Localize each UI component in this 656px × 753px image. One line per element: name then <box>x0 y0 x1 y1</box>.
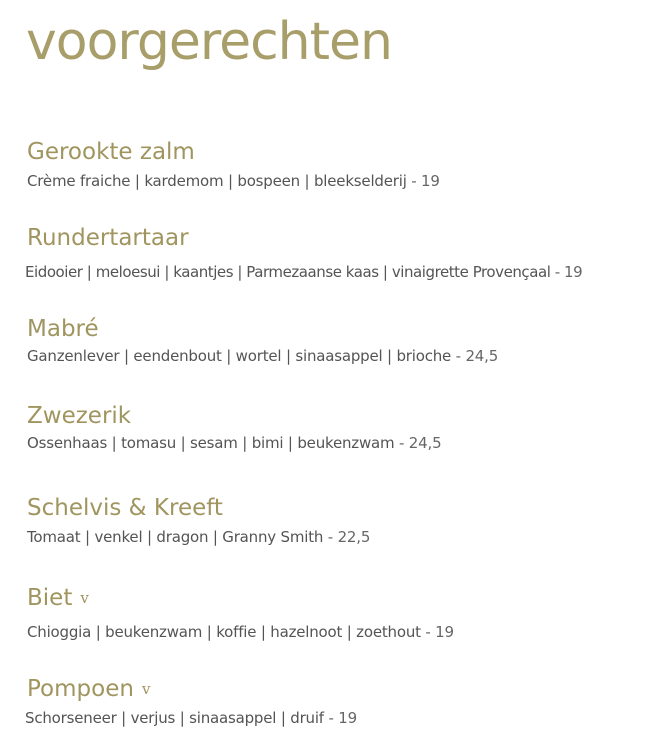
dish-description-text: Tomaat | venkel | dragon | Granny Smith <box>27 528 328 546</box>
dish-description-text: Crème fraiche | kardemom | bospeen | bleekselderij <box>27 172 407 190</box>
dish-price: - 19 <box>411 172 440 190</box>
dish-name <box>27 224 189 252</box>
dish-name <box>27 494 223 522</box>
vegetarian-icon: v <box>141 680 151 698</box>
dish-price: - 19 <box>425 623 454 641</box>
dish-description <box>27 346 498 366</box>
dish-description <box>27 171 440 191</box>
dish-price: - 24,5 <box>455 347 499 365</box>
dish-name <box>27 315 99 343</box>
dish-name-text: Pompoen <box>27 676 134 702</box>
dish-description-text: Eidooier | meloesui | kaantjes | Parmezaanse kaas | vinaigrette Provençaal <box>25 263 551 281</box>
dish-description <box>27 527 370 547</box>
dish-name-text: Mabré <box>27 316 99 342</box>
dish-price: - 19 <box>554 263 583 281</box>
dish-description <box>25 708 357 728</box>
dish-description-text: Schorseneer | verjus | sinaasappel | druif <box>25 709 324 727</box>
dish-price: - 22,5 <box>327 528 371 546</box>
dish-name-text: Gerookte zalm <box>27 139 195 165</box>
vegetarian-icon: v <box>80 589 89 607</box>
dish-price: - 24,5 <box>399 434 442 452</box>
dish-description-text: Chioggia | beukenzwam | koffie | hazelnoot | zoethout <box>27 623 421 641</box>
dish-name-text: Zwezerik <box>27 403 132 429</box>
dish-description <box>27 622 454 642</box>
dish-description-text: Ganzenlever | eendenbout | wortel | sinaasappel | brioche <box>27 347 452 365</box>
dish-name <box>27 584 89 612</box>
dish-name <box>27 138 195 166</box>
dish-name-text: Biet <box>27 585 73 611</box>
dish-description <box>25 262 582 282</box>
dish-name-text: Rundertartaar <box>27 225 189 251</box>
dish-name <box>27 675 150 703</box>
dish-name <box>27 402 131 430</box>
dish-description <box>27 433 441 453</box>
menu-title: voorgerechten <box>26 12 392 72</box>
dish-name-text: Schelvis & Kreeft <box>27 495 223 521</box>
dish-description-text: Ossenhaas | tomasu | sesam | bimi | beukenzwam <box>27 434 395 452</box>
dish-price: - 19 <box>328 709 357 727</box>
